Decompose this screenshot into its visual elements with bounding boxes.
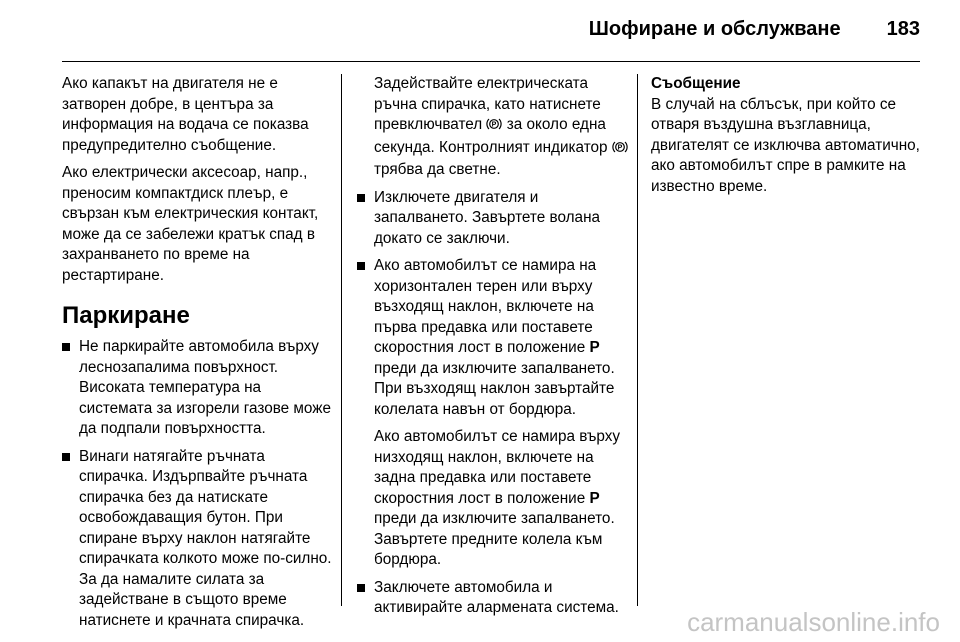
column-2 [357,74,633,626]
watermark: carmanualsonline.info [687,607,940,637]
parking-brake-icon [486,117,502,138]
section-heading-parking: Паркиране [62,302,190,329]
bullet-text: Изключете двигателя и запалването. Завъртете волана докато се заключи. [374,188,601,247]
bullet-square-icon [357,194,365,202]
header-divider [62,61,920,62]
bullet-text: Винаги натягайте ръчната спирачка. Издърпвайте ръчната спирачка без да натискате освобождаващия бутон. При спиране върху наклон натягайте спирачката колкото може по-силно. За да намалите силата за задействане в същото време натиснете и крачната спирачка. [79,447,332,629]
column-1 [62,74,332,638]
page-header [589,18,920,41]
bullet-item [357,578,633,619]
bullet-item [357,188,633,250]
bullet-text: Заключете автомобила и активирайте алармената система. [374,578,619,616]
page-title: Шофиране и обслужване [588,18,841,40]
bullet-text: Ако автомобилът се намира на хоризонтален терен или върху възходящ наклон, включете на първа предавка или поставете скоростния лост в положение [374,257,597,356]
text-fragment: Ако автомобилът се намира върху низходящ наклон, включете на задна предавка или поставете скоростния лост в положение [374,428,621,507]
paragraph [357,74,633,181]
column-3 [651,74,933,204]
column-divider [637,74,638,606]
parking-brake-icon [612,140,628,161]
paragraph: Ако електрически аксесоар, напр., преносим компактдиск плеър, е свързан към електрическия контакт, може да се забележи кратък спад в захранването по време на рестартиране. [62,164,319,284]
bullet-item [62,447,332,632]
gear-position-label: P [589,489,600,507]
bullet-text: Не паркирайте автомобила върху леснозапалима повърхност. Високата температура на системата за изгорели газове може да подпали повърхността. [79,338,332,437]
paragraph: Ако капакът на двигателя не е затворен добре, в центъра за информация на водача се показва предупредително съобщение. [62,75,309,154]
bullet-square-icon [62,343,70,351]
svg-text:P: P [617,144,623,152]
text-fragment: трябва да светне. [374,161,501,178]
text-fragment: Задействайте електрическата ръчна спирачка, като натиснете превключвател [374,75,601,133]
bullet-square-icon [62,453,70,461]
svg-text:P: P [492,121,497,129]
message-heading: Съобщение [651,75,741,92]
bullet-item [62,337,332,440]
paragraph: В случай на сблъсък, при който се отваря въздушна възглавница, двигателят се изключва автоматично, ако автомобилът спре в рамките на известно време. [651,95,920,195]
bullet-square-icon [357,262,365,270]
bullet-square-icon [357,584,365,592]
text-fragment: за около една секунда. Контролният индикатор [374,116,608,156]
bullet-text: преди да изключите запалването. При възходящ наклон завъртайте колелата навън от бордюра. [374,359,615,418]
column-divider [341,74,342,606]
bullet-item [357,256,633,420]
page-number: 183 [886,18,920,40]
paragraph [357,427,633,571]
text-fragment: преди да изключите запалването. Завъртете предните колела към бордюра. [374,510,615,568]
gear-position-label: P [589,339,600,356]
